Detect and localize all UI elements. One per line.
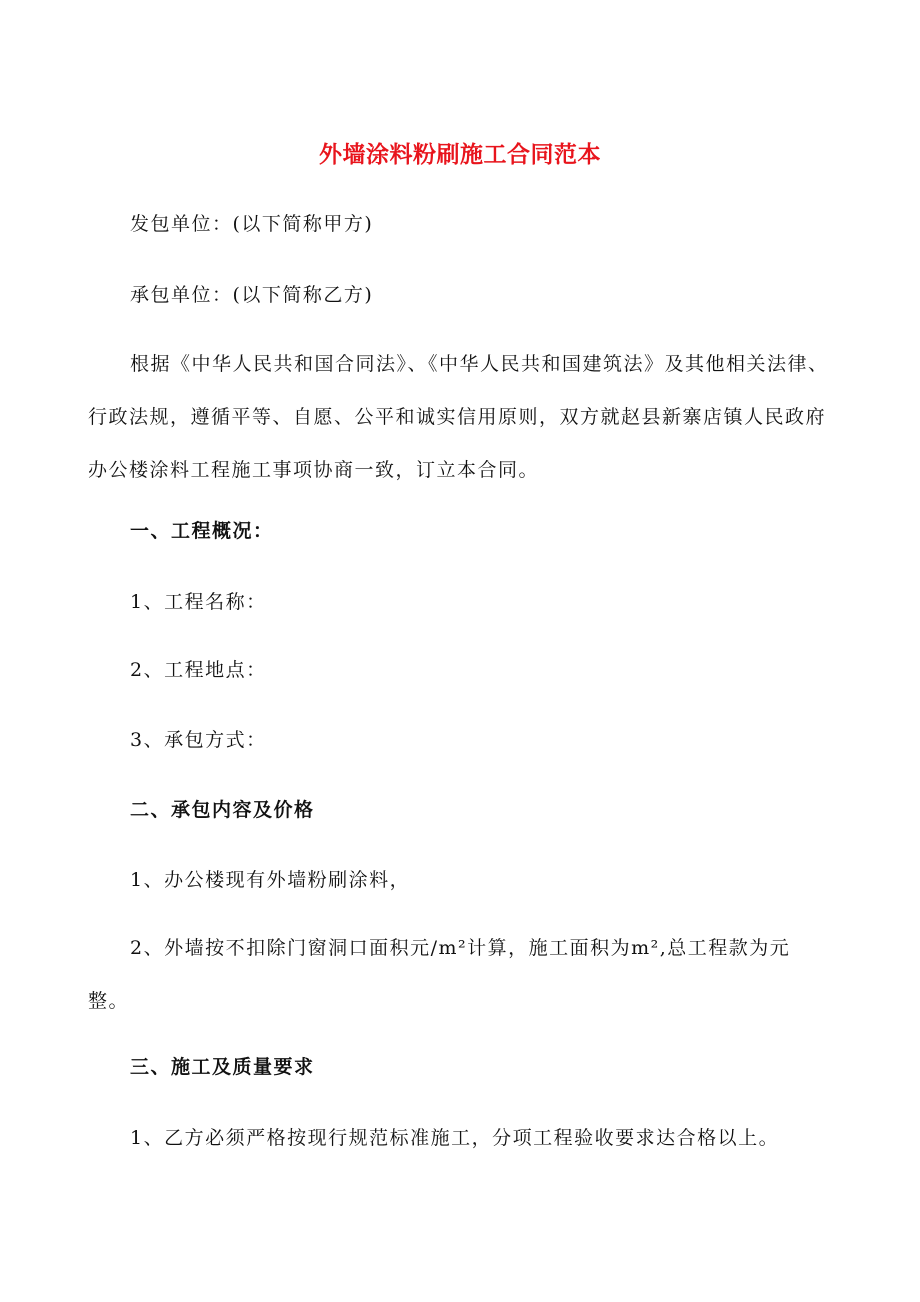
party-b-line: 承包单位：(以下简称乙方): [130, 284, 374, 306]
section-1-item-3: 3、承包方式：: [130, 729, 267, 751]
section-2-item-2: 2、外墙按不扣除门窗洞口面积元/m²计算，施工面积为m²,总工程款为元整。: [88, 937, 791, 1012]
section-1-item-1: 1、工程名称：: [130, 591, 267, 613]
section-1-heading: 一、工程概况：: [130, 520, 274, 542]
preamble-paragraph: 根据《中华人民共和国合同法》、《中华人民共和国建筑法》及其他相关法律、行政法规，遵循平等、自愿、公平和诚实信用原则，双方就赵县新寨店镇人民政府办公楼涂料工程施工事项协商一致，订立本合同。: [88, 353, 829, 481]
section-2-heading: 二、承包内容及价格: [130, 799, 315, 821]
section-3-heading: 三、施工及质量要求: [130, 1056, 315, 1078]
document-title: 外墙涂料粉刷施工合同范本: [319, 141, 601, 168]
section-3-item-1: 1、乙方必须严格按现行规范标准施工，分项工程验收要求达合格以上。: [130, 1127, 780, 1149]
section-2-item-1: 1、办公楼现有外墙粉刷涂料，: [130, 869, 411, 891]
section-1-item-2: 2、工程地点：: [130, 659, 267, 681]
party-a-line: 发包单位：(以下简称甲方): [130, 213, 374, 235]
